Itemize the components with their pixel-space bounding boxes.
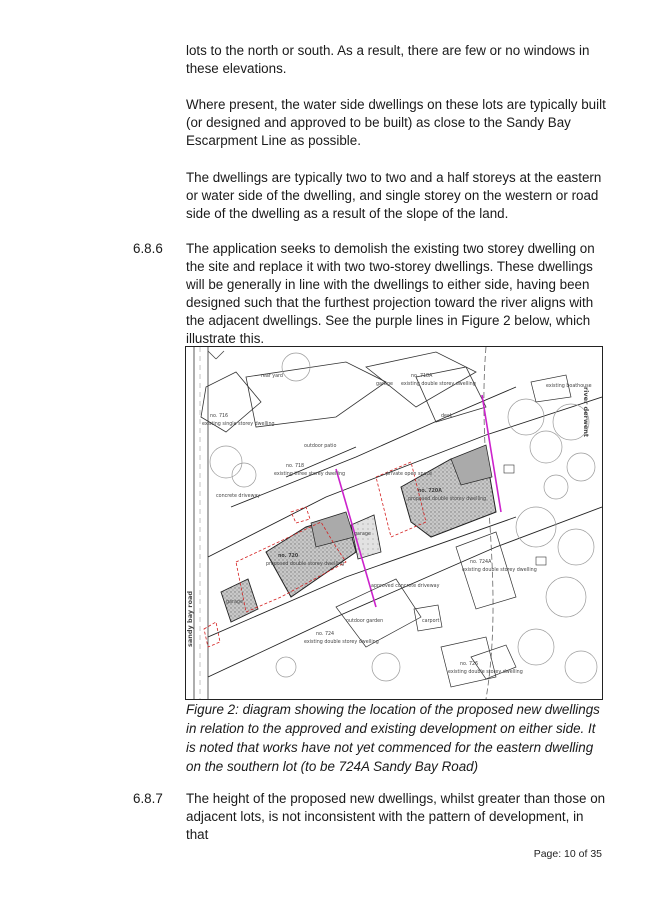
- label-718-desc: existing three storey dwelling: [274, 472, 346, 477]
- label-no-720a: no. 720A: [418, 489, 442, 494]
- section-number-687: 6.8.7: [133, 791, 163, 806]
- paragraph-2: Where present, the water side dwellings on these lots are typically built (or designed and approved to be built) as close to the Sandy Bay Escarpment Line as possible.: [186, 97, 606, 148]
- label-716-desc: existing single storey dwelling: [202, 422, 275, 427]
- label-garage-1: garage: [354, 532, 371, 537]
- label-outdoor-garden: outdoor garden: [346, 619, 384, 624]
- label-no-724a: no. 724A: [470, 560, 492, 565]
- section-686-text: The application seeks to demolish the existing two storey dwelling on the site and replace it with two two-storey dwellings. These dwellings will be generally in line with the dwellings to either side, having been designed such that the furthest projection toward the river aligns with the adjacent dwellings. See the purple lines in Figure 2 below, which illustrate this.: [186, 241, 595, 346]
- paragraph-1: lots to the north or south. As a result, there are few or no windows in these elevations.: [186, 43, 590, 76]
- label-river-derwent: river derwent: [582, 387, 590, 437]
- label-concrete-driveway: concrete driveway: [216, 494, 261, 499]
- section-687-text: The height of the proposed new dwellings, whilst greater than those on adjacent lots, is not inconsistent with the pattern of development, in that: [186, 791, 606, 842]
- label-no-724: no. 724: [316, 632, 335, 637]
- label-existing-boathouse: existing boathouse: [546, 384, 592, 389]
- label-rear-yard: rear yard: [261, 374, 283, 379]
- label-garage-2: garage: [226, 600, 243, 605]
- label-garage-3: garage: [376, 382, 393, 387]
- figure-caption: Figure 2: diagram showing the location of the proposed new dwellings in relation to the approved and existing development on either side. It is noted that works have not yet commenced for the eastern dwelling on the southern lot (to be 724A Sandy Bay Road): [186, 702, 600, 774]
- label-no-720: no. 720: [278, 554, 299, 559]
- label-724-desc: existing double storey dwelling: [304, 640, 379, 645]
- north-arrow-icon: [208, 351, 224, 359]
- label-sandy-bay-road: sandy bay road: [186, 590, 194, 647]
- label-726-desc: existing double storey dwelling: [448, 670, 523, 675]
- label-718a-desc: existing double storey dwelling: [401, 382, 476, 387]
- section-number-686: 6.8.6: [133, 241, 163, 256]
- label-724a-desc: existing double storey dwelling: [462, 568, 537, 573]
- site-plan-figure: [185, 346, 603, 700]
- label-outdoor-patio: outdoor patio: [304, 444, 337, 449]
- label-no-718: no. 718: [286, 464, 305, 469]
- site-plan-diagram: [186, 347, 602, 699]
- label-720a-desc: proposed double storey dwelling: [408, 497, 487, 502]
- page-number: Page: 10 of 35: [533, 848, 602, 860]
- label-private-open-space: private open space: [386, 472, 433, 477]
- label-deck: deck: [441, 414, 453, 419]
- label-720-desc: proposed double storey dwelling: [266, 562, 345, 567]
- label-carport: carport: [422, 619, 440, 624]
- label-no-716: no. 716: [210, 414, 229, 419]
- paragraph-3: The dwellings are typically two to two and a half storeys at the eastern or water side of the dwelling, and single storey on the western or road side of the dwelling as a result of the slope of the land.: [186, 170, 602, 221]
- label-approved-driveway: approved concrete driveway: [371, 584, 440, 589]
- label-no-718a: no. 718A: [411, 374, 433, 379]
- label-no-726: no. 726: [460, 662, 479, 667]
